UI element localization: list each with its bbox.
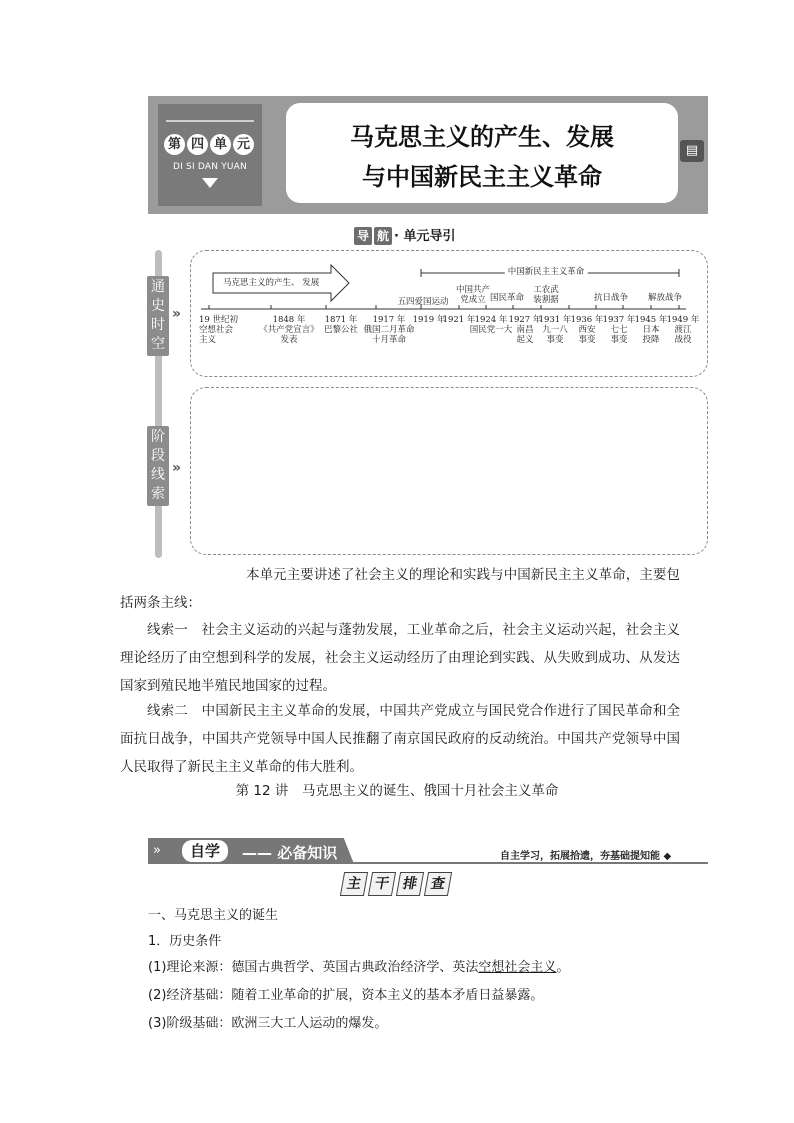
- date-label: 1917 年 俄国二月革命 十月革命: [363, 315, 415, 345]
- date-label: 1919 年: [412, 315, 446, 325]
- side-char: 史: [151, 298, 165, 314]
- date-label: 1871 年 巴黎公社: [323, 315, 359, 335]
- content-item-3: (3)阶级基础：欧洲三大工人运动的爆发。: [148, 1016, 388, 1031]
- side-char: 阶: [151, 429, 165, 445]
- badge-char: 单: [210, 134, 231, 155]
- content-heading-2: 1．历史条件: [148, 934, 222, 949]
- date-label: 1945 年 日本 投降: [634, 315, 668, 345]
- badge-char: 元: [233, 134, 254, 155]
- badge-pinyin: DI SI DAN YUAN: [173, 162, 247, 172]
- heading-box: 干: [368, 872, 396, 896]
- date-label: 1937 年 七七 事变: [602, 315, 636, 345]
- arrow-label: 马克思主义的产生、 发展: [223, 278, 320, 288]
- date-label: 1949 年 渡江 战役: [666, 315, 700, 345]
- unit-title-line1: 马克思主义的产生、发展: [350, 123, 614, 151]
- clue-one-paragraph: 线索一 社会主义运动的兴起与蓬勃发展，工业革命之后，社会主义运动兴起，社会主义理论经历了由空想到科学的发展，社会主义运动经历了由理论到实践、从失败到成功、从发达国家到殖民地半殖民地国家的过程。: [120, 622, 680, 694]
- item-text: (1)理论来源：德国古典哲学、英国古典政治经济学、英法: [148, 960, 479, 975]
- double-chevron-icon: »: [172, 306, 182, 322]
- section-chevron-icon: »: [153, 843, 161, 858]
- section-label: —— 必备知识: [242, 844, 338, 862]
- content-item-1: [148, 956, 569, 975]
- book-search-icon: ▤: [680, 140, 704, 162]
- event-label: 中国共产 党成立: [455, 285, 491, 305]
- nav-heading: [354, 225, 455, 245]
- nav-heading-label: · 单元导引: [394, 229, 456, 244]
- content-heading-1: 一、马克思主义的诞生: [148, 908, 279, 923]
- heading-box: 查: [424, 872, 452, 896]
- section-slogan: 自主学习，拓展拾遗，夯基础提知能 ◆: [500, 851, 672, 862]
- date-label: 1848 年 《共产党宣言》 发表: [259, 315, 319, 345]
- side-char: 空: [151, 336, 165, 352]
- heading-box: 排: [396, 872, 424, 896]
- date-label: 19 世纪初 空想社会 主义: [199, 315, 239, 345]
- banner-title-box: [286, 103, 678, 203]
- badge-char: 第: [164, 134, 185, 155]
- side-char: 索: [151, 486, 165, 502]
- event-label: 国民革命: [489, 293, 525, 303]
- side-char: 线: [151, 467, 165, 483]
- intro-paragraph: 本单元主要讲述了社会主义的理论和实践与中国新民主主义革命，主要包括两条主线：: [120, 567, 680, 611]
- event-label: 抗日战争: [593, 293, 629, 303]
- item-text: 。: [556, 960, 570, 975]
- side-label-clues: [147, 426, 169, 506]
- date-label: 1936 年 西安 事变: [570, 315, 604, 345]
- section-self-study: 自学: [182, 840, 228, 862]
- event-label: 五四爱国运动: [397, 297, 449, 307]
- lecture-title: 第 12 讲 马克思主义的诞生、俄国十月社会主义革命: [235, 783, 559, 799]
- nav-box: 航: [374, 227, 392, 245]
- heading-box: 主: [340, 872, 368, 896]
- side-label-timeline: [147, 276, 169, 356]
- side-char: 时: [151, 317, 165, 333]
- event-label: 解放战争: [647, 293, 683, 303]
- content-item-2: (2)经济基础：随着工业革命的扩展，资本主义的基本矛盾日益暴露。: [148, 988, 544, 1003]
- nav-box: 导: [354, 227, 372, 245]
- timeline-box: [190, 250, 708, 377]
- unit-badge: [158, 104, 262, 206]
- badge-down-arrow-icon: [202, 178, 218, 188]
- date-label: 1924 年 国民党一大: [469, 315, 513, 335]
- date-label: 1921 年: [442, 315, 476, 325]
- date-label: 1931 年 九一八 事变: [538, 315, 572, 345]
- date-label: 1927 年 南昌 起义: [508, 315, 542, 345]
- side-char: 段: [151, 448, 165, 464]
- unit-title-line2: 与中国新民主主义革命: [362, 163, 602, 191]
- badge-char: 四: [187, 134, 208, 155]
- timeline-graphic: [191, 251, 707, 376]
- clues-box: [190, 387, 708, 555]
- side-char: 通: [151, 279, 165, 295]
- clue-two-paragraph: 线索二 中国新民主主义革命的发展，中国共产党成立与国民党合作进行了国民革命和全面抗日战争，中国共产党领导中国人民推翻了南京国民政府的反动统治。中国共产党领导中国人民取得了新民主主义革命的伟大胜利。: [120, 703, 680, 775]
- double-chevron-icon: »: [172, 460, 182, 476]
- bracket-label: 中国新民主主义革命: [505, 267, 588, 277]
- badge-divider: [166, 120, 254, 122]
- item-answer: 空想社会主义: [478, 960, 557, 975]
- event-label: 工农武 装割据: [533, 285, 559, 305]
